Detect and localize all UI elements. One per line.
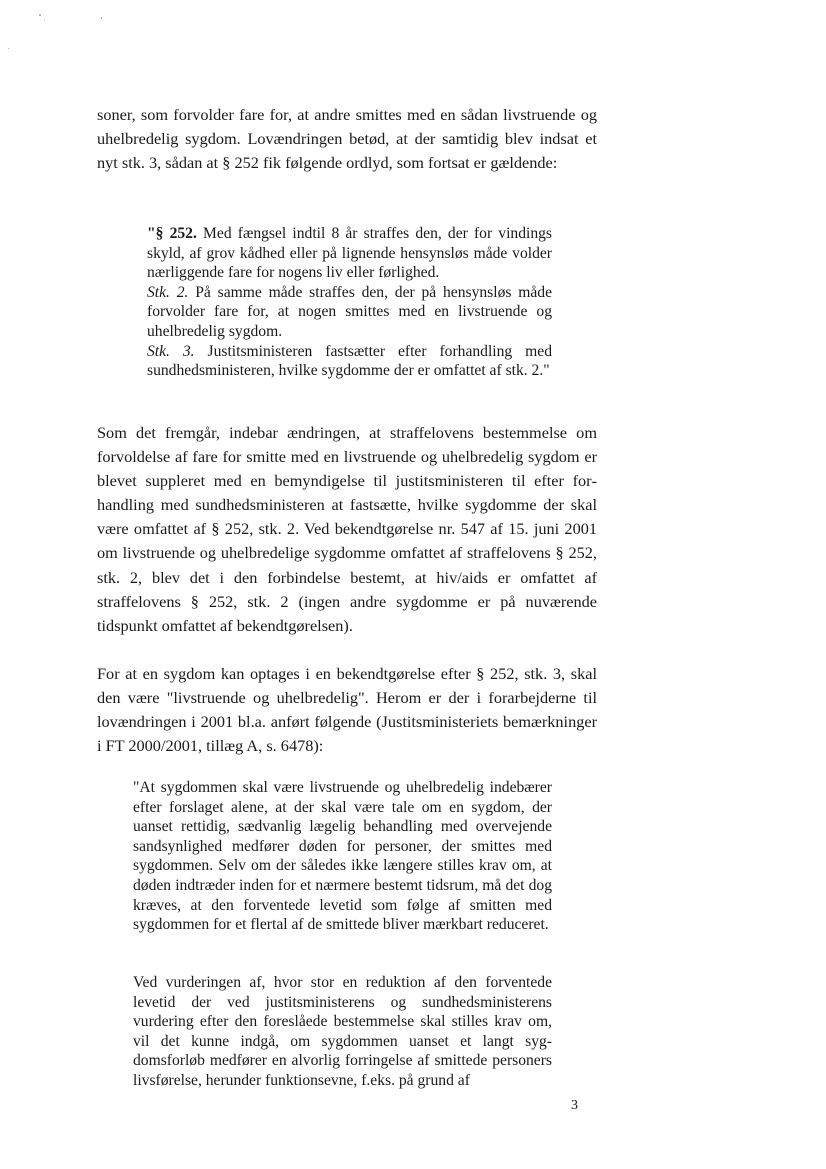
stk3-text: Justitsministeren fastsætter efter forhandling med sundhedsministeren, hvilke sygdomme der er omfattet af stk. 2." bbox=[147, 342, 552, 380]
body-paragraph-3: For at en sygdom kan optages i en bekendtgørelse efter § 252, stk. 3, skal den være "livstruende og uhelbredelig". Herom er der i forarbejderne til lovændringen i 2001 bl.a. anført følgende (Justitsministeriets bemærkninger i FT 2000/2001, tillæg A, s. 6478): bbox=[97, 664, 597, 756]
stk2-text: På samme måde straffes den, der på hensynsløs måde forvolder fare for, at nogen smittes med en livstruende og uhelbredelig sygdom. bbox=[147, 283, 552, 340]
statute-stk-3 bbox=[133, 342, 552, 381]
quoted-remarks-1: "At sygdommen skal være livstruende og uhelbredelig indebærer efter forslaget alene, at der skal være tale om en sygdom, der uanset rettidig, sædvanlig lægelig behandling med overvejende sandsynlighed medfører døden for personer, der smittes med sygdommen. Selv om der således ikke længere stilles krav om, at døden indtræder inden for et nærmere bestemt tidsrum, må det dog kræves, at den forventede levetid som følge af smitten med sygdommen for et flertal af de smittede bliver mærkbart reduceret. bbox=[133, 779, 552, 934]
body-paragraph-1: soner, som forvolder fare for, at andre smittes med en sådan livstruende og uhelbredelig sygdom. Lovændringen betød, at der samtidig blev indsat et nyt stk. 3, sådan at § 252 fik følgende ordlyd, som fortsat er gældende: bbox=[97, 105, 597, 173]
stk3-label: Stk. 3. bbox=[147, 342, 195, 360]
body-paragraph-2: Som det fremgår, indebar ændringen, at straffelovens bestemmelse om forvoldelse af fare for smitte med en livstruende og uhelbredelig sygdom er blevet suppleret med en bemyndigelse til justitsministeren til efter forhandling med sundhedsministeren at fastsætte, hvilke sygdomme der skal være omfattet af § 252, stk. 2. Ved bekendtgørelse nr. 547 af 15. juni 2001 om livstruende og uhelbredelige sygdomme omfattet af straffelovens § 252, stk. 2, blev det i den forbindelse bestemt, at hiv/aids er omfattet af straffelovens § 252, stk. 2 (ingen andre sygdomme er på nuværende tidspunkt omfattet af bekendtgørelsen). bbox=[97, 423, 597, 635]
scan-speck bbox=[44, 19, 45, 20]
statute-stk-2 bbox=[133, 283, 552, 342]
section-label: "§ 252. bbox=[147, 225, 197, 242]
page-number: 3 bbox=[571, 1098, 578, 1113]
stk2-label: Stk. 2. bbox=[147, 283, 189, 301]
statute-section-252 bbox=[133, 224, 552, 283]
quoted-remarks-2: Ved vurderingen af, hvor stor en reduktion af den forventede levetid der ved justitsministerens og sundhedsministerens vurdering efter den foreslåede bestemmelse skal stilles krav om, vil det kunne indgå, om sygdommen uanset et langt sygdomsforløb medfører en alvorlig forringelse af smittede personers livsførelse, herunder funktionsevne, f.eks. på grund af bbox=[133, 974, 552, 1089]
quoted-statute bbox=[133, 224, 552, 381]
scan-speck bbox=[39, 14, 41, 16]
scan-speck bbox=[101, 17, 102, 19]
section-text: Med fængsel indtil 8 år straffes den, der for vindings skyld, af grov kådhed eller på lignende hensynsløs måde volder nærliggende fare for nogens liv eller førlighed. bbox=[147, 225, 552, 282]
scan-speck bbox=[8, 48, 9, 49]
